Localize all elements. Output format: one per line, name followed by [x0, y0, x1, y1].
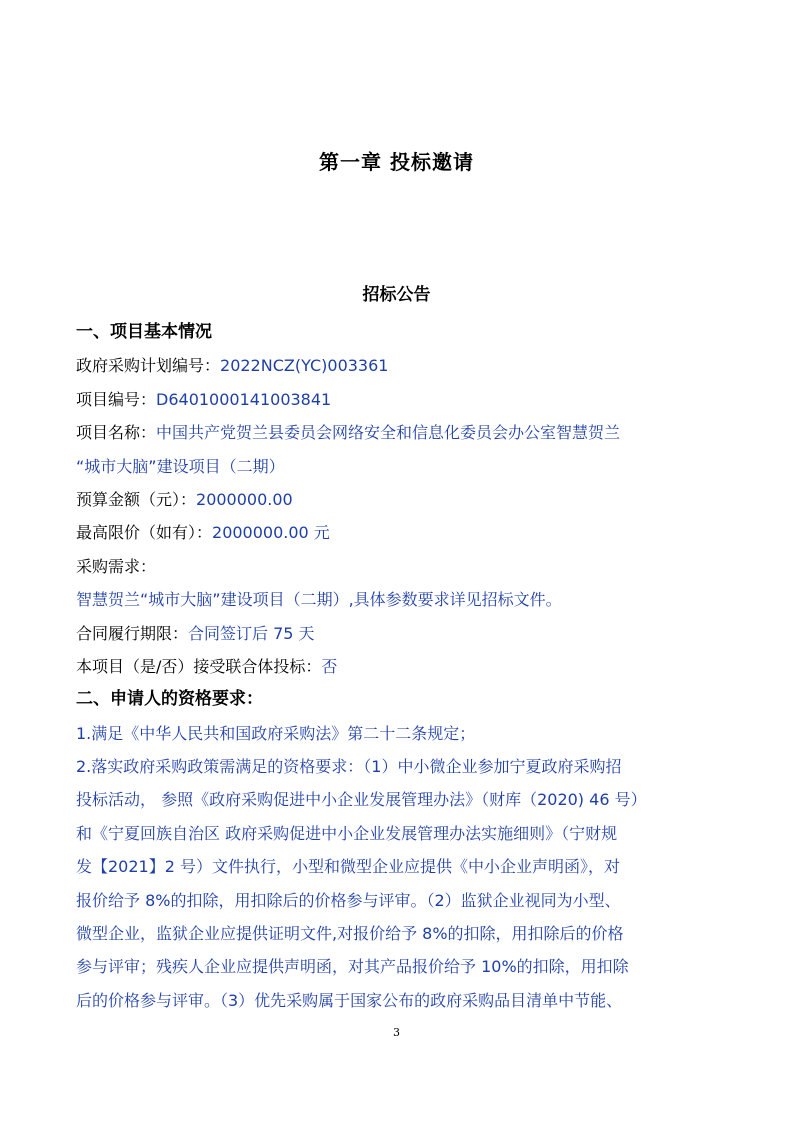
contract-period-label: 合同履行期限： [76, 623, 189, 643]
project-name-row [76, 416, 716, 449]
project-name-value-continued: “城市大脑”建设项目（二期） [76, 456, 285, 476]
project-name-value: 中国共产党贺兰县委员会网络安全和信息化委员会办公室智慧贺兰 [156, 423, 621, 443]
qualification-item-2-line: 和《宁夏回族自治区 政府采购促进中小企业发展管理办法实施细则》（宁财规 [76, 823, 618, 843]
budget-row [76, 483, 716, 516]
plan-number-label: 政府采购计划编号： [76, 356, 221, 376]
project-name-label: 项目名称： [76, 423, 157, 443]
project-number-row [76, 383, 716, 416]
max-price-label: 最高限价（如有）： [76, 523, 213, 543]
qualification-item-2-line: 发【2021】2 号）文件执行，小型和微型企业应提供《中小企业声明函》，对 [76, 857, 620, 877]
qualification-item-2-line: 投标活动， 参照《政府采购促进中小企业发展管理办法》（财库（2020) 46 号） [76, 790, 647, 810]
section-heading-basic-info: 一、项目基本情况 [76, 322, 212, 342]
qualification-item-2-line: 微型企业，监狱企业应提供证明文件,对报价给予 8%的扣除，用扣除后的价格 [76, 924, 624, 944]
budget-label: 预算金额（元）： [76, 489, 197, 509]
project-number-value: D6401000141003841 [156, 389, 332, 409]
section-heading-qualification: 二、申请人的资格要求： [76, 689, 263, 710]
chapter-title: 第一章 投标邀请 [319, 150, 474, 174]
page-number: 3 [393, 1026, 400, 1039]
plan-number-value: 2022NCZ(YC)003361 [220, 356, 389, 376]
qualification-item-1: 1.满足《中华人民共和国政府采购法》第二十二条规定； [76, 723, 476, 743]
qualification-item-2-line: 后的价格参与评审。（3）优先采购属于国家公布的政府采购品目清单中节能、 [76, 990, 623, 1010]
document-body [76, 316, 716, 1017]
consortium-label: 本项目（是/否）接受联合体投标： [76, 656, 322, 676]
project-number-label: 项目编号： [76, 389, 157, 409]
requirement-label: 采购需求： [76, 556, 157, 576]
budget-value: 2000000.00 [196, 489, 293, 509]
contract-period-row [76, 617, 716, 650]
qualification-item-2-line: 2.落实政府采购政策需满足的资格要求：（1）中小微企业参加宁夏政府采购招 [76, 757, 622, 777]
contract-period-value: 合同签订后 75 天 [188, 623, 315, 643]
max-price-value: 2000000.00 元 [212, 523, 330, 543]
consortium-value: 否 [321, 656, 338, 676]
qualification-item-2-line: 参与评审；残疾人企业应提供声明函，对其产品报价给予 10%的扣除，用扣除 [76, 957, 629, 977]
max-price-row [76, 516, 716, 549]
requirement-value: 智慧贺兰“城市大脑”建设项目（二期）,具体参数要求详见招标文件。 [76, 590, 562, 610]
consortium-row [76, 650, 716, 683]
qualification-item-2-line: 报价给予 8%的扣除，用扣除后的价格参与评审。（2）监狱企业视同为小型、 [76, 890, 621, 910]
plan-number-row [76, 349, 716, 382]
notice-title: 招标公告 [362, 285, 431, 305]
